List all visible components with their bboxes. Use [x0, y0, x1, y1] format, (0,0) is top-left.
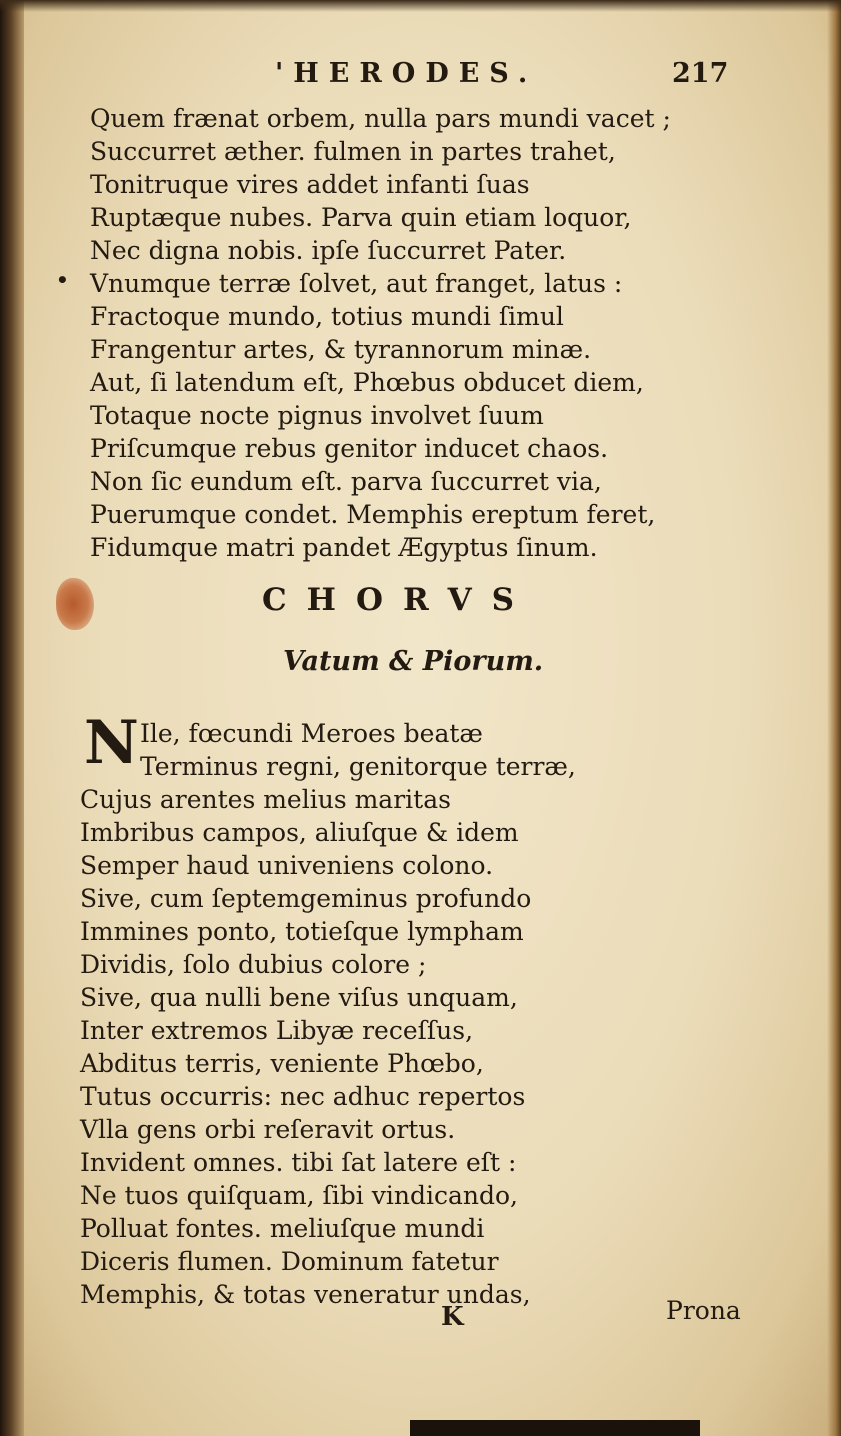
verse-line: Puerumque condet. Memphis ereptum feret, [90, 500, 656, 529]
verse-line: Aut, ſi latendum eſt, Phœbus obducet diem, [90, 368, 644, 397]
verse-line: Fidumque matri pandet Ægyptus ſinum. [90, 533, 598, 562]
verse-line: Sive, cum ſeptemgeminus profundo [80, 884, 532, 913]
page-header [0, 58, 841, 98]
verse-line: Dividis, ſolo dubius colore ; [80, 950, 427, 979]
verse-line: Terminus regni, genitorque terræ, [140, 752, 576, 781]
verse-line: Frangentur artes, & tyrannorum minæ. [90, 335, 592, 364]
verse-line: Memphis, & totas veneratur undas, [80, 1280, 531, 1309]
verse-line: Diceris flumen. Dominum fatetur [80, 1247, 499, 1276]
paper-stain [56, 578, 94, 630]
signature-mark: K [441, 1302, 464, 1332]
verse-line: Inter extremos Libyæ receſſus, [80, 1016, 474, 1045]
verse-line: Priſcumque rebus genitor inducet chaos. [90, 434, 609, 463]
verse-line: Fractoque mundo, totius mundi ſimul [90, 302, 564, 331]
verse-line: Nec digna nobis. ipſe ſuccurret Pater. [90, 236, 567, 265]
chorus-heading: CHORVS [262, 582, 535, 618]
verse-line: Sive, qua nulli bene viſus unquam, [80, 983, 518, 1012]
verse-line: Vlla gens orbi reſeravit ortus. [80, 1115, 456, 1144]
verse-line: Tutus occurris: nec adhuc repertos [80, 1082, 526, 1111]
drop-cap: N [84, 708, 139, 778]
catchword: Prona [666, 1296, 741, 1325]
verse-line: Immines ponto, totieſque lympham [80, 917, 524, 946]
page-edge-top [0, 0, 841, 12]
verse-line: Ruptæque nubes. Parva quin etiam loquor, [90, 203, 632, 232]
running-title: 'HERODES. [275, 58, 538, 89]
page-edge-right [827, 0, 841, 1436]
chorus-subtitle: Vatum & Piorum. [283, 646, 544, 677]
page-edge-left [0, 0, 24, 1436]
verse-line: Ne tuos quiſquam, ſibi vindicando, [80, 1181, 518, 1210]
verse-line: Invident omnes. tibi ſat latere eſt : [80, 1148, 517, 1177]
marginal-mark: • [56, 268, 69, 292]
verse-line: Semper haud univeniens colono. [80, 851, 494, 880]
verse-line: Cujus arentes melius maritas [80, 785, 451, 814]
verse-line: Non ſic eundum eſt. parva ſuccurret via, [90, 467, 602, 496]
page-number: 217 [672, 58, 729, 89]
verse-line: Quem frænat orbem, nulla pars mundi vacet ; [90, 104, 671, 133]
verse-line: Polluat fontes. meliuſque mundi [80, 1214, 485, 1243]
verse-line: Imbribus campos, aliuſque & idem [80, 818, 519, 847]
verse-line: Ile, fœcundi Meroes beatæ [140, 719, 483, 748]
verse-line: Vnumque terræ ſolvet, aut franget, latus : [90, 269, 623, 298]
verse-line: Tonitruque vires addet infanti ſuas [90, 170, 530, 199]
verse-line: Abditus terris, veniente Phœbo, [80, 1049, 484, 1078]
verse-line: Succurret æther. fulmen in partes trahet, [90, 137, 616, 166]
page-edge-bottom [410, 1420, 700, 1436]
verse-line: Totaque nocte pignus involvet ſuum [90, 401, 544, 430]
